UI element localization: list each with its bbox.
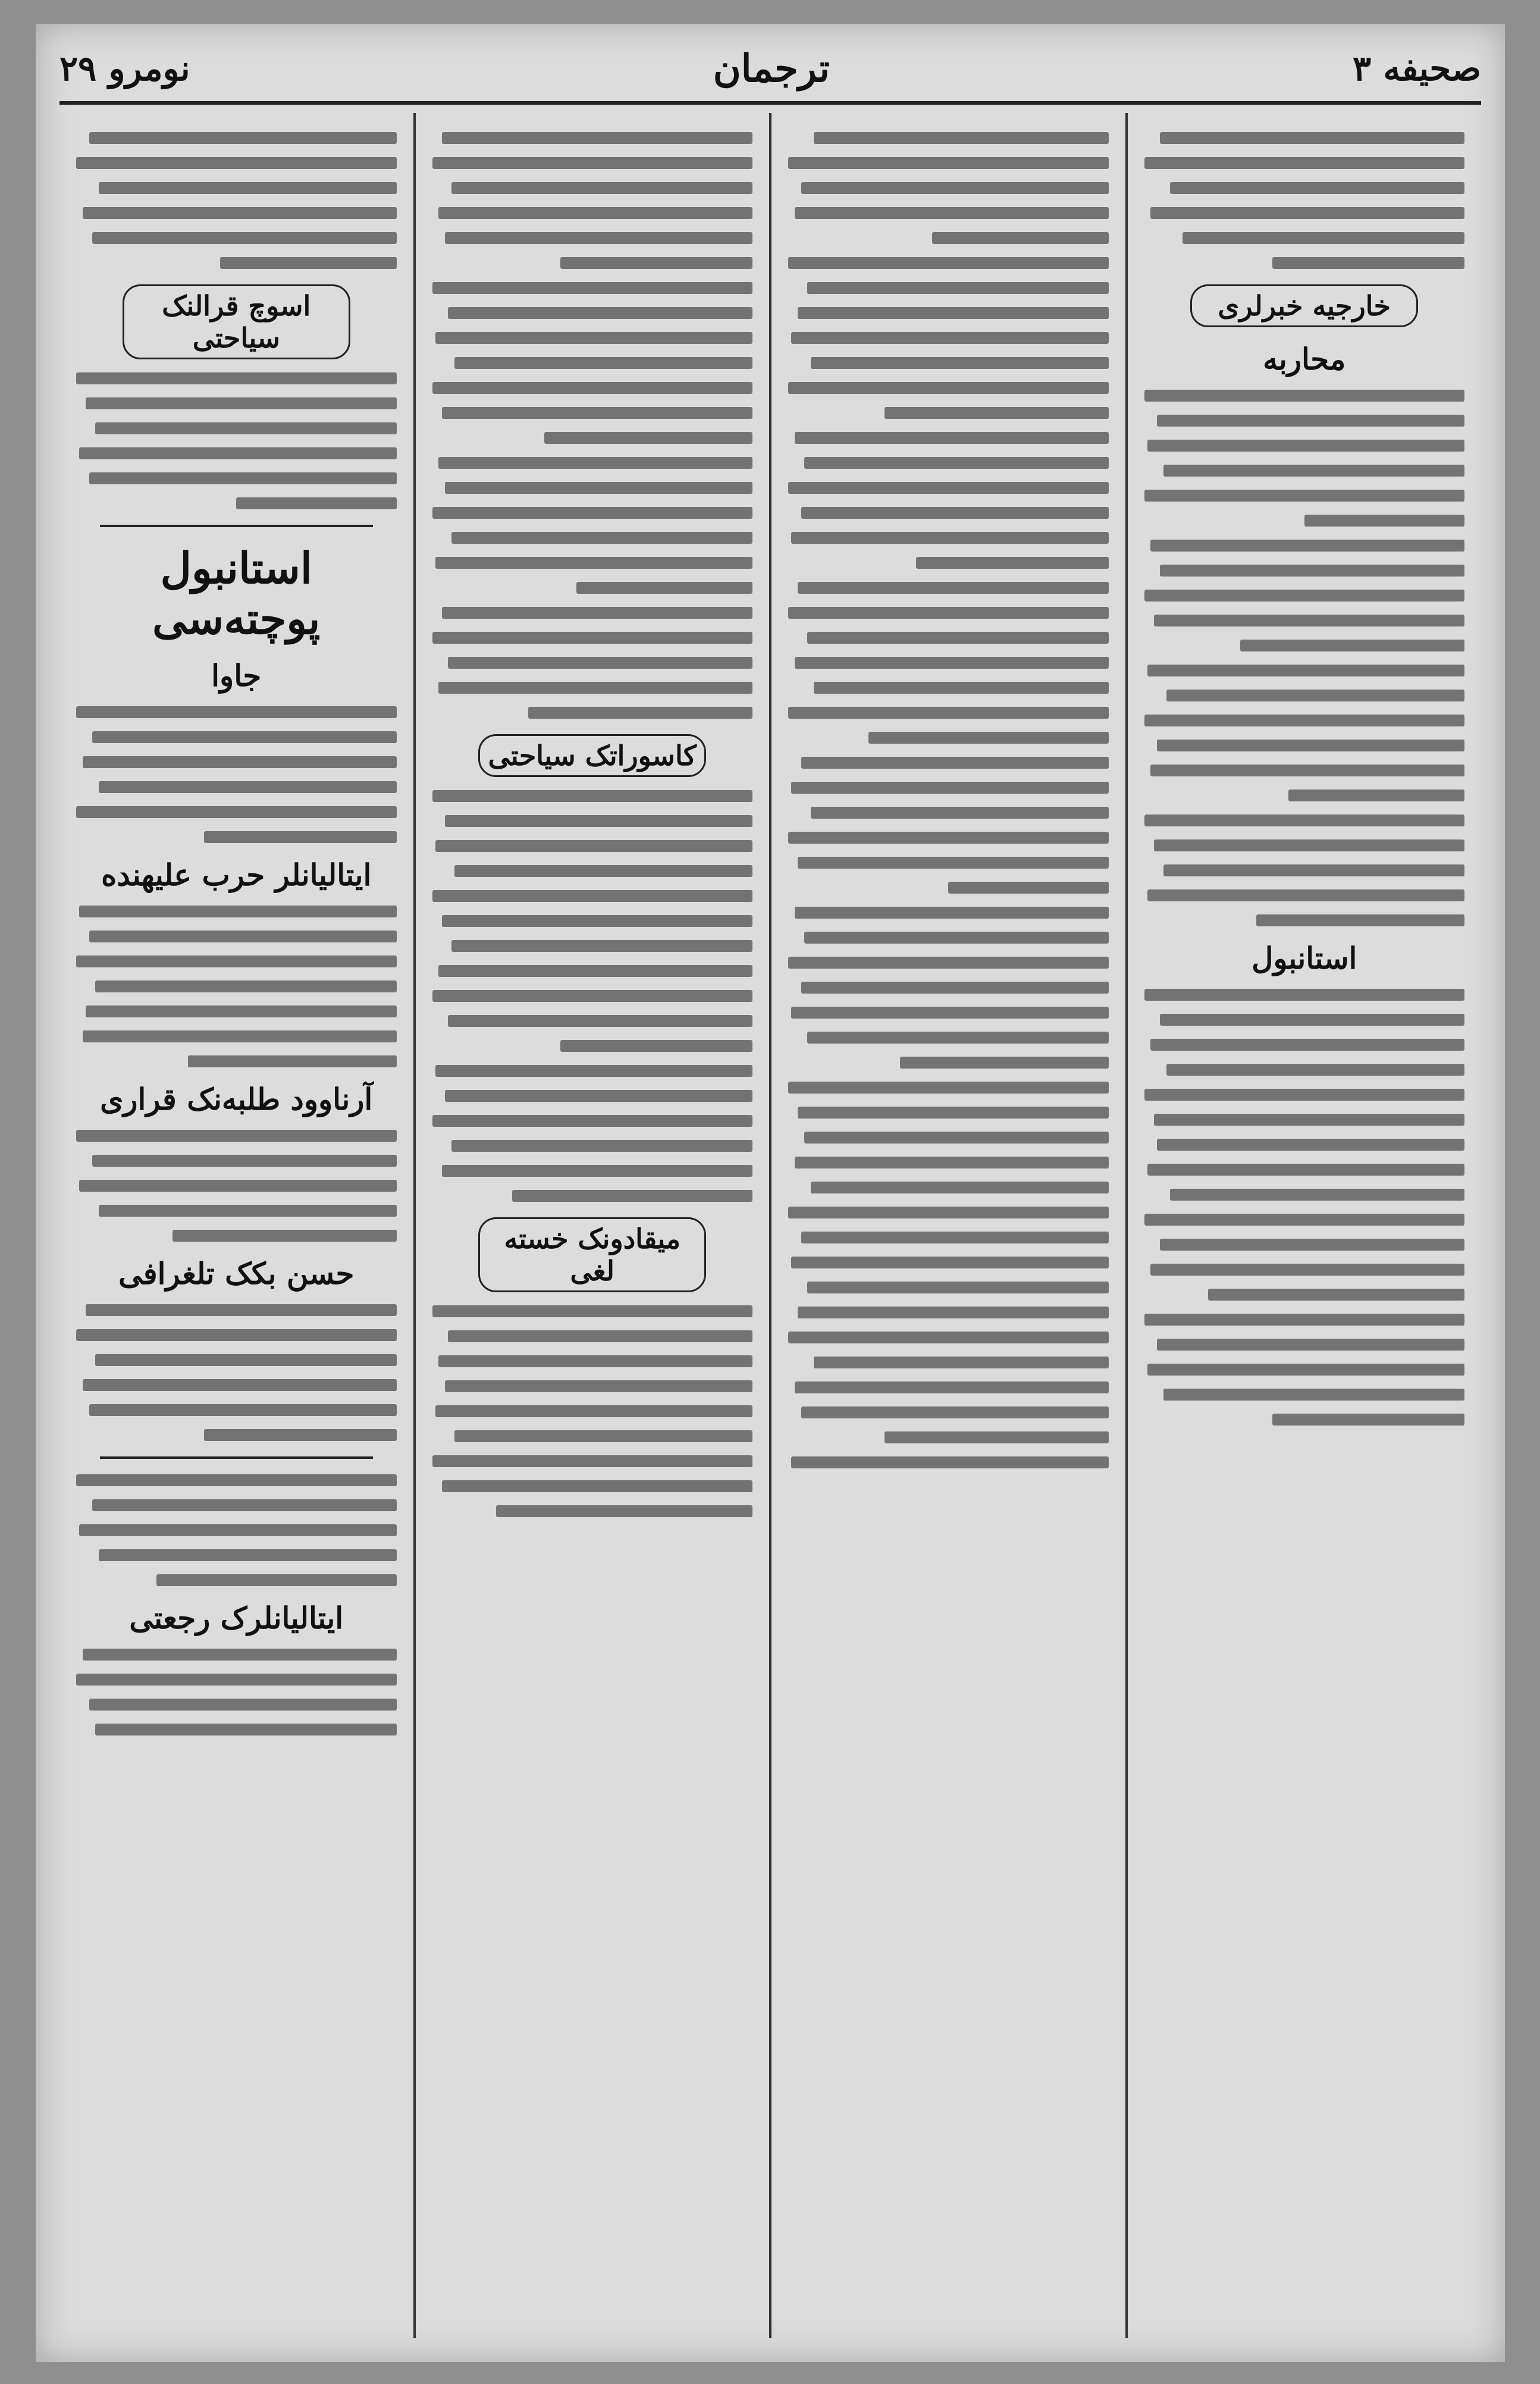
body-text-line bbox=[448, 1015, 752, 1027]
body-text-line bbox=[1144, 590, 1465, 602]
column-1 bbox=[1125, 113, 1482, 2338]
body-text-line bbox=[86, 1304, 396, 1316]
body-text-line bbox=[76, 1130, 397, 1142]
body-text-line bbox=[868, 732, 1109, 744]
body-text-line bbox=[1157, 1139, 1464, 1151]
body-text-line bbox=[442, 915, 752, 927]
body-text-line bbox=[788, 1207, 1109, 1218]
body-text-line bbox=[1166, 690, 1464, 701]
body-text-line bbox=[788, 707, 1109, 719]
body-text-line bbox=[445, 1090, 752, 1102]
column-divider-rule bbox=[100, 525, 373, 527]
body-text-line bbox=[1160, 1239, 1464, 1251]
body-text-line bbox=[788, 957, 1109, 969]
body-text-line bbox=[798, 1107, 1108, 1119]
body-text-line bbox=[804, 457, 1109, 469]
body-text-line bbox=[512, 1190, 752, 1202]
body-text-line bbox=[798, 307, 1108, 319]
body-text-line bbox=[451, 532, 752, 544]
section-heading-swedish-king-trip: اسوچ قرالنک سیاحتی bbox=[123, 284, 350, 359]
body-text-line bbox=[496, 1505, 752, 1517]
body-text-line bbox=[76, 1329, 397, 1341]
body-text-line bbox=[795, 1381, 1109, 1393]
body-text-line bbox=[204, 1429, 396, 1441]
body-text-line bbox=[445, 1380, 752, 1392]
section-subheading-istanbul: استانبول bbox=[1252, 941, 1357, 976]
body-text-line bbox=[86, 397, 396, 409]
body-text-line bbox=[76, 157, 397, 169]
body-text-line bbox=[1147, 889, 1464, 901]
body-text-line bbox=[442, 132, 752, 144]
body-text-line bbox=[1154, 1114, 1464, 1126]
page-header bbox=[59, 36, 1481, 105]
body-text-line bbox=[801, 757, 1109, 769]
body-text-line bbox=[204, 831, 396, 843]
column-divider-rule bbox=[100, 1456, 373, 1459]
body-text-line bbox=[83, 1649, 397, 1661]
body-text-line bbox=[432, 507, 753, 519]
body-text-line bbox=[99, 182, 397, 194]
body-text-line bbox=[1147, 440, 1464, 452]
body-text-line bbox=[448, 307, 752, 319]
body-text-line bbox=[86, 1005, 396, 1017]
body-text-line bbox=[454, 1430, 752, 1442]
body-text-line bbox=[1150, 207, 1464, 219]
section-subheading-albanian-students: آرناوود طلبه‌نک قراری bbox=[100, 1082, 373, 1117]
body-text-line bbox=[788, 1332, 1109, 1343]
body-text-line bbox=[432, 1455, 753, 1467]
body-text-line bbox=[804, 1132, 1109, 1144]
body-text-line bbox=[438, 1355, 752, 1367]
body-text-line bbox=[1150, 765, 1464, 776]
body-text-line bbox=[801, 1232, 1109, 1243]
body-text-line bbox=[544, 432, 752, 444]
body-text-line bbox=[1240, 640, 1464, 651]
section-subheading-war: محاربه bbox=[1263, 342, 1346, 377]
body-text-line bbox=[435, 1405, 752, 1417]
body-text-line bbox=[807, 282, 1108, 294]
body-text-line bbox=[814, 682, 1108, 694]
body-text-line bbox=[788, 607, 1109, 619]
body-text-line bbox=[916, 557, 1108, 569]
body-text-line bbox=[1170, 1189, 1464, 1201]
body-text-line bbox=[885, 407, 1109, 419]
body-text-line bbox=[1170, 182, 1464, 194]
body-text-line bbox=[442, 1165, 752, 1177]
body-text-line bbox=[438, 457, 752, 469]
body-text-line bbox=[99, 1549, 397, 1561]
body-text-line bbox=[445, 232, 752, 244]
body-text-line bbox=[814, 1357, 1108, 1368]
body-text-line bbox=[438, 682, 752, 694]
body-text-line bbox=[435, 557, 752, 569]
body-text-line bbox=[807, 1282, 1108, 1293]
body-text-line bbox=[451, 182, 752, 194]
body-text-line bbox=[1157, 740, 1464, 751]
page-number-label: صحیفه ٣ bbox=[1353, 48, 1481, 89]
body-text-line bbox=[1154, 615, 1464, 626]
body-text-line bbox=[83, 1030, 397, 1042]
body-text-line bbox=[79, 1180, 396, 1192]
body-text-line bbox=[76, 956, 397, 967]
body-text-line bbox=[528, 707, 752, 719]
body-text-line bbox=[560, 257, 752, 269]
body-text-line bbox=[1183, 232, 1464, 244]
body-text-line bbox=[89, 1699, 397, 1711]
body-text-line bbox=[454, 865, 752, 877]
body-text-line bbox=[442, 607, 752, 619]
body-text-line bbox=[76, 806, 397, 818]
body-text-line bbox=[795, 657, 1109, 669]
body-text-line bbox=[1144, 715, 1465, 726]
body-text-line bbox=[1144, 1214, 1465, 1226]
body-text-line bbox=[1144, 989, 1465, 1001]
column-3 bbox=[413, 113, 770, 2338]
body-text-line bbox=[795, 907, 1109, 919]
column-4 bbox=[59, 113, 413, 2338]
body-text-line bbox=[83, 1379, 397, 1391]
body-text-line bbox=[89, 472, 397, 484]
body-text-line bbox=[432, 382, 753, 394]
body-text-line bbox=[89, 1404, 397, 1416]
body-text-line bbox=[188, 1055, 396, 1067]
body-text-line bbox=[236, 497, 396, 509]
body-text-line bbox=[932, 232, 1108, 244]
body-text-line bbox=[432, 890, 753, 902]
body-text-line bbox=[1160, 565, 1464, 577]
body-text-line bbox=[95, 422, 396, 434]
body-text-line bbox=[900, 1057, 1108, 1069]
body-text-line bbox=[795, 1157, 1109, 1168]
column-2 bbox=[769, 113, 1125, 2338]
body-text-line bbox=[1256, 914, 1464, 926]
body-text-line bbox=[79, 447, 396, 459]
body-text-line bbox=[807, 632, 1108, 644]
body-text-line bbox=[89, 132, 397, 144]
body-text-line bbox=[1144, 390, 1465, 402]
body-text-line bbox=[811, 807, 1109, 819]
body-text-line bbox=[79, 1524, 396, 1536]
body-text-line bbox=[791, 1456, 1108, 1468]
body-text-line bbox=[1144, 1314, 1465, 1326]
body-text-line bbox=[99, 1205, 397, 1217]
body-text-line bbox=[435, 332, 752, 344]
section-heading-istanbul-mail: استانبول پوچته‌سی bbox=[152, 543, 321, 644]
body-text-line bbox=[76, 372, 397, 384]
body-text-line bbox=[92, 731, 397, 743]
body-text-line bbox=[438, 207, 752, 219]
body-text-line bbox=[801, 182, 1109, 194]
body-text-line bbox=[948, 882, 1108, 894]
body-text-line bbox=[432, 1115, 753, 1127]
section-subheading-hasan-bey-telegram: حسن بکک تلغرافی bbox=[118, 1256, 355, 1291]
body-text-line bbox=[1144, 490, 1465, 502]
body-text-line bbox=[801, 1406, 1109, 1418]
body-text-line bbox=[95, 1354, 396, 1366]
body-text-line bbox=[92, 232, 397, 244]
body-text-line bbox=[76, 1474, 397, 1486]
body-text-line bbox=[1150, 1264, 1464, 1276]
section-heading-kasura-trip: کاسوراتک سیاحتی bbox=[478, 734, 706, 777]
body-text-line bbox=[76, 706, 397, 718]
article-columns bbox=[59, 113, 1481, 2338]
body-text-line bbox=[442, 407, 752, 419]
body-text-line bbox=[807, 1032, 1108, 1044]
body-text-line bbox=[445, 482, 752, 494]
body-text-line bbox=[432, 282, 753, 294]
body-text-line bbox=[1154, 839, 1464, 851]
section-subheading-java: جاوا bbox=[211, 658, 262, 693]
body-text-line bbox=[438, 965, 752, 977]
body-text-line bbox=[89, 931, 397, 942]
newspaper-title: ترجمان bbox=[713, 46, 830, 91]
body-text-line bbox=[454, 357, 752, 369]
body-text-line bbox=[95, 1724, 396, 1735]
body-text-line bbox=[172, 1230, 397, 1242]
body-text-line bbox=[788, 832, 1109, 844]
body-text-line bbox=[1144, 1089, 1465, 1101]
body-text-line bbox=[1163, 465, 1464, 477]
body-text-line bbox=[791, 1007, 1108, 1019]
body-text-line bbox=[788, 1082, 1109, 1094]
body-text-line bbox=[1160, 1014, 1464, 1026]
body-text-line bbox=[788, 482, 1109, 494]
body-text-line bbox=[560, 1040, 752, 1052]
body-text-line bbox=[1304, 515, 1464, 527]
section-subheading-italians-against-war: ایتالیانلر حرب علیهنده bbox=[101, 857, 372, 892]
body-text-line bbox=[448, 657, 752, 669]
body-text-line bbox=[79, 906, 396, 917]
body-text-line bbox=[791, 332, 1108, 344]
body-text-line bbox=[83, 756, 397, 768]
body-text-line bbox=[811, 1182, 1109, 1193]
body-text-line bbox=[451, 1140, 752, 1152]
body-text-line bbox=[432, 1305, 753, 1317]
body-text-line bbox=[1150, 540, 1464, 552]
body-text-line bbox=[156, 1574, 397, 1586]
body-text-line bbox=[788, 157, 1109, 169]
body-text-line bbox=[801, 982, 1109, 994]
body-text-line bbox=[432, 990, 753, 1002]
body-text-line bbox=[804, 932, 1109, 944]
body-text-line bbox=[811, 357, 1109, 369]
body-text-line bbox=[1272, 1414, 1464, 1426]
body-text-line bbox=[442, 1480, 752, 1492]
body-text-line bbox=[1147, 1364, 1464, 1376]
body-text-line bbox=[1147, 1164, 1464, 1176]
body-text-line bbox=[1163, 864, 1464, 876]
body-text-line bbox=[576, 582, 752, 594]
body-text-line bbox=[1208, 1289, 1464, 1301]
body-text-line bbox=[1160, 132, 1464, 144]
body-text-line bbox=[99, 781, 397, 793]
body-text-line bbox=[1147, 665, 1464, 676]
body-text-line bbox=[791, 782, 1108, 794]
body-text-line bbox=[435, 840, 752, 852]
body-text-line bbox=[83, 207, 397, 219]
body-text-line bbox=[798, 1307, 1108, 1318]
body-text-line bbox=[798, 857, 1108, 869]
body-text-line bbox=[432, 157, 753, 169]
section-subheading-italian-retreat: ایتالیانلرک رجعتی bbox=[129, 1600, 344, 1636]
body-text-line bbox=[451, 940, 752, 952]
body-text-line bbox=[791, 1257, 1108, 1268]
body-text-line bbox=[1157, 415, 1464, 427]
body-text-line bbox=[92, 1499, 397, 1511]
newspaper-page bbox=[36, 24, 1505, 2362]
body-text-line bbox=[801, 507, 1109, 519]
body-text-line bbox=[435, 1065, 752, 1077]
body-text-line bbox=[92, 1155, 397, 1167]
body-text-line bbox=[432, 790, 753, 802]
body-text-line bbox=[814, 132, 1108, 144]
body-text-line bbox=[445, 815, 752, 827]
body-text-line bbox=[95, 980, 396, 992]
body-text-line bbox=[1150, 1039, 1464, 1051]
section-heading-foreign-news: خارجیه خبرلری bbox=[1190, 284, 1418, 327]
body-text-line bbox=[432, 632, 753, 644]
body-text-line bbox=[795, 207, 1109, 219]
body-text-line bbox=[220, 257, 396, 269]
body-text-line bbox=[1163, 1389, 1464, 1401]
body-text-line bbox=[791, 532, 1108, 544]
body-text-line bbox=[76, 1674, 397, 1686]
body-text-line bbox=[788, 382, 1109, 394]
body-text-line bbox=[1157, 1339, 1464, 1351]
issue-number-label: نومرو ٢٩ bbox=[59, 48, 190, 89]
section-heading-mikado-illness: میقادونک خسته لغی bbox=[478, 1217, 706, 1292]
body-text-line bbox=[1166, 1064, 1464, 1076]
body-text-line bbox=[1144, 814, 1465, 826]
body-text-line bbox=[1288, 790, 1464, 801]
body-text-line bbox=[448, 1330, 752, 1342]
body-text-line bbox=[798, 582, 1108, 594]
body-text-line bbox=[1144, 157, 1465, 169]
body-text-line bbox=[788, 257, 1109, 269]
body-text-line bbox=[795, 432, 1109, 444]
body-text-line bbox=[1272, 257, 1464, 269]
body-text-line bbox=[885, 1431, 1109, 1443]
